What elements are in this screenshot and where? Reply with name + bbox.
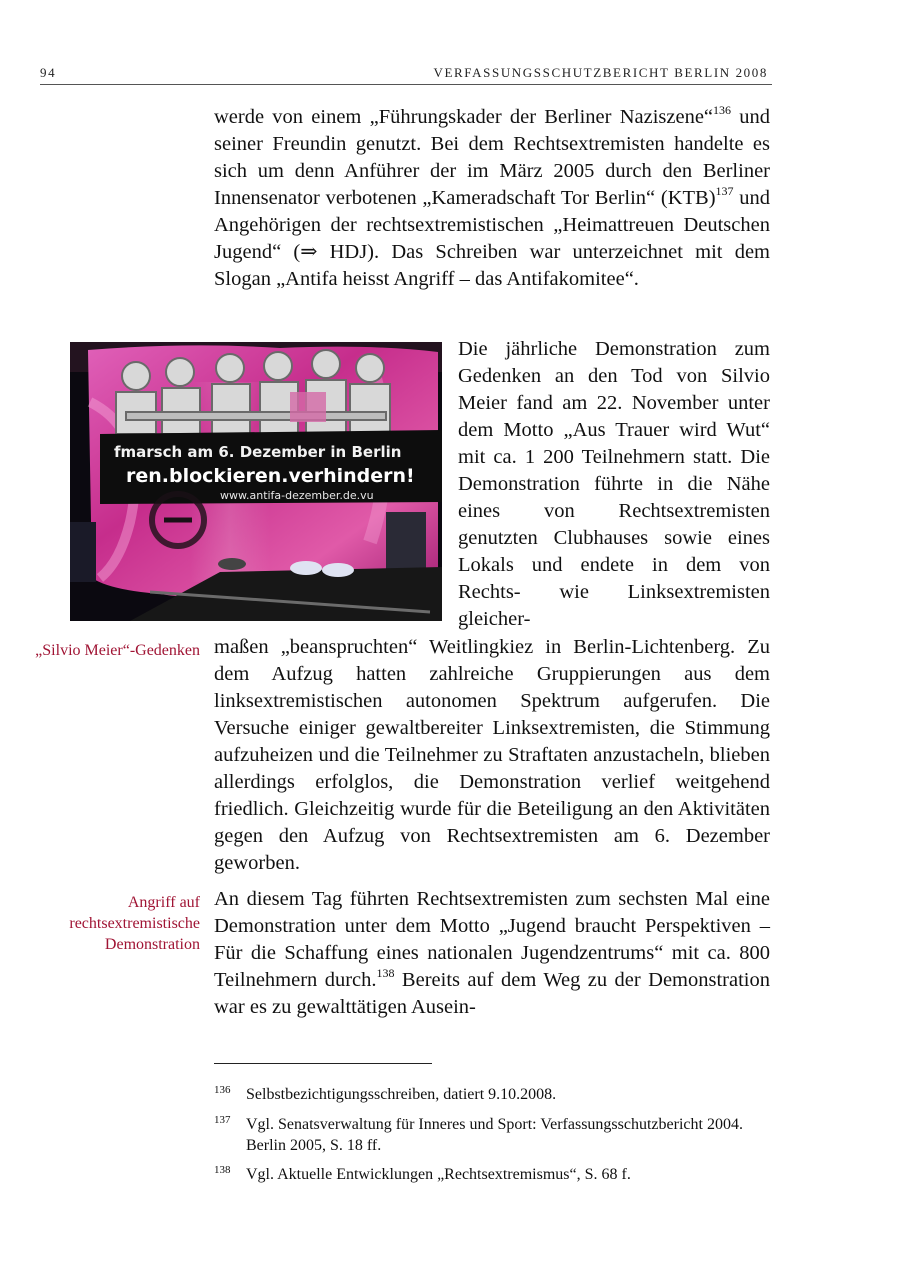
footnote-text: Vgl. Senatsverwaltung für Inneres und Sport: Verfassungsschutzbericht 2004. Berlin 2005, S. 18 ff.	[246, 1116, 743, 1154]
running-header	[40, 62, 772, 85]
footnote-number: 138	[214, 1164, 231, 1176]
footnote-136	[214, 1084, 774, 1105]
banner-line-1: fmarsch am 6. Dezember in Berlin	[114, 443, 402, 461]
paragraph-2-continued: maßen „beanspruchten“ Weitlingkiez in Berlin-Lichtenberg. Zu dem Aufzug hatten zahlreiche Gruppierungen aus dem linksextremistischen autonomen Spektrum aufgerufen. Die Versuche einiger gewaltbereiter Linksextremisten, die Stimmung aufzuheizen und die Teilnehmer zu Straftaten anzustacheln, blieben allerdings erfolglos, die Demonstration verlief weitgehend friedlich. Gleichzeitig wurde für die Beteiligung an den Aktivitäten gegen den Aufzug von Rechtsextremisten am 6. Dezember geworben.	[214, 636, 770, 874]
footnote-ref-136[interactable]: 136	[713, 103, 732, 117]
paragraph-2-column: Die jährliche Demonstration zum Gedenken an den Tod von Silvio Meier fand am 22. November unter dem Motto „Aus Trauer wird Wut“ mit ca. 1 200 Teilnehmern statt. Die Demonstration führte in die Nähe eines von Rechtsextremisten genutzten Clubhauses sowie eines Lokals und endete in dem von Rechts- wie Linksextremisten gleicher-	[458, 338, 770, 630]
footnote-number: 136	[214, 1084, 231, 1096]
banner-line-2: ren.blockieren.verhindern!	[126, 465, 415, 487]
paragraph-1-text-a: werde von einem „Führungskader der Berliner Naziszene“	[214, 106, 714, 128]
page-number: 94	[40, 65, 57, 80]
paragraph-3-text-b: Bereits auf dem Weg zu der Demonstration war es zu gewalttätigen Ausein-	[214, 969, 770, 1018]
paragraph-1	[214, 104, 770, 293]
running-title: VERFASSUNGSSCHUTZBERICHT BERLIN 2008	[433, 65, 768, 80]
footnote-number: 137	[214, 1114, 231, 1126]
footnote-text: Vgl. Aktuelle Entwicklungen „Rechtsextremismus“, S. 68 f.	[246, 1166, 631, 1183]
paragraph-3	[214, 886, 770, 1021]
footnote-138	[214, 1164, 774, 1185]
demonstration-photo	[70, 342, 442, 621]
footnote-separator	[214, 1063, 432, 1064]
margin-note-silvio-meier: „Silvio Meier“-Gedenken	[35, 642, 200, 659]
paragraph-3-text-a: An diesem Tag führten Rechtsextremisten zum sechsten Mal eine Demonstration unter dem Motto „Jugend braucht Perspektiven – Für die Schaffung eines nationalen Jugendzentrums“ mit ca. 800 Teilnehmern durch.	[214, 888, 770, 991]
margin-note-angriff: Angriff auf rechtsextremistische Demonstration	[69, 894, 200, 953]
footnote-ref-137[interactable]: 137	[715, 184, 734, 198]
footnote-137	[214, 1114, 774, 1156]
paragraph-1-text-c: und Angehörigen der rechtsextremistischen „Heimattreuen Deutschen Jugend“ (⇒ HDJ). Das Schreiben war unterzeichnet mit dem Slogan „Antifa heisst Angriff – das Antifakomitee“.	[214, 187, 771, 290]
footnote-ref-138[interactable]: 138	[376, 966, 395, 980]
footnote-text: Selbstbezichtigungsschreiben, datiert 9.10.2008.	[246, 1086, 557, 1103]
banner-line-3: www.antifa-dezember.de.vu	[220, 489, 374, 502]
paragraph-1-text-b: und seiner Freundin genutzt. Bei dem Rechtsextremisten handelte es sich um denn Anführer der im März 2005 durch den Berliner Innensenator verbotenen „Kameradschaft Tor Berlin“ (KTB)	[214, 106, 770, 209]
